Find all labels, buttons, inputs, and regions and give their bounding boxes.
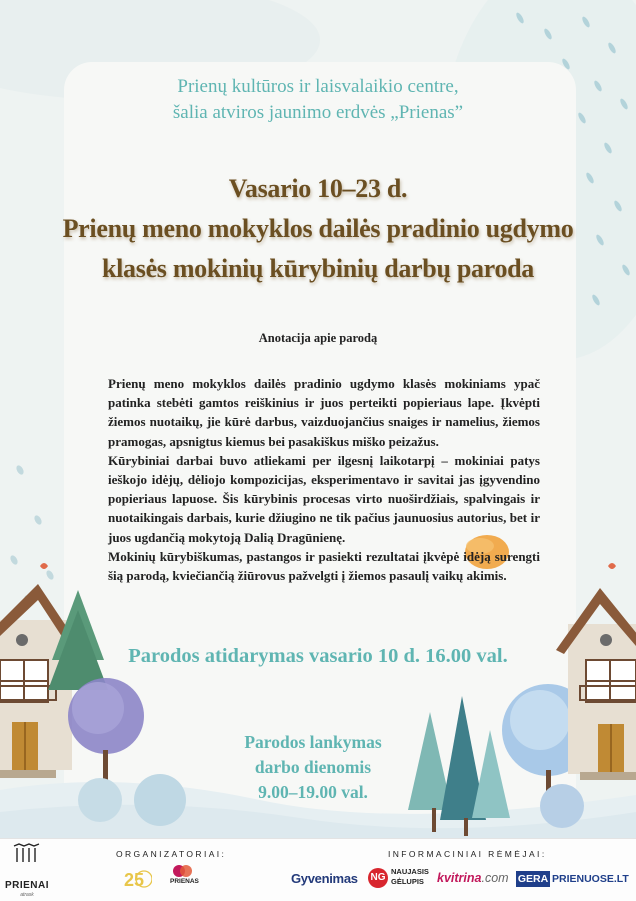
ng-logo-line: NAUJASIS: [391, 867, 429, 876]
gera-logo-box: GERA: [517, 873, 549, 885]
annotation-paragraph: Prienų meno mokyklos dailės pradinio ugdymo klasės mokiniams ypač patinka stebėti gamtos reiškinius ir juos perteikti popieriaus lape. Įkvėpti žiemos nuotaikų, jie kūrė darbus, vaizduojančius snaiges ir namelius, žiemos pramogas, apsnigtus kiemus bei pasakiškus miško peizažus.: [108, 376, 540, 449]
poster-title-date: Vasario 10–23 d.: [228, 174, 408, 203]
organizers-label: ORGANIZATORIAI:: [116, 849, 227, 859]
anniversary-logo-icon: [124, 866, 152, 892]
opening-time: Parodos atidarymas vasario 10 d. 16.00 val.: [128, 645, 508, 667]
gyvenimas-logo: Gyvenimas: [291, 871, 358, 886]
supporters-label: INFORMACINIAI RĖMĖJAI:: [388, 849, 547, 859]
prienai-logo-sub: atrask: [20, 892, 34, 898]
annotation-paragraph: Mokinių kūrybiškumas, pastangos ir pasiekti rezultatai įkvėpė idėją surengti šią parodą, kviečiančią žiūrovus pažvelgti į žiemos pasaulį vaikų akimis.: [108, 548, 540, 584]
kvitrina-logo: [437, 871, 509, 885]
visit-hours-line: darbo dienomis: [254, 757, 372, 777]
annotation-paragraph: Kūrybiniai darbai buvo atliekami per ilgesnį laikotarpį – mokiniai patys ieškojo idėjų, dėliojo kompozicijas, eksperimentavo ir savitai jas įgyvendino popieriaus lapuose. Šis kūrybinis procesas virto nuoširdžiais, spalvingais ir nuotaikingais darbais, kurie džiugino ne tik pačius jaunuosius autorius, bet ir juos ugdančią mokytoją Dalią Dragūnienę.: [108, 452, 540, 545]
svg-text:25: 25: [124, 870, 145, 890]
poster-title-line: klasės mokinių kūrybinių darbų paroda: [101, 254, 535, 283]
prienas-logo-icon: [172, 864, 194, 878]
prienai-logo-name: PRIENAI: [4, 880, 50, 891]
annotation-body: [108, 374, 540, 585]
kvitrina-domain: .com: [481, 871, 509, 885]
prienas-logo-text: PRIENAS: [170, 878, 199, 885]
poster-title-line: Prienų meno mokyklos dailės pradinio ugdymo: [62, 214, 574, 243]
kvitrina-name: kvitrina: [437, 871, 482, 885]
visit-hours-line: 9.00–19.00 val.: [258, 782, 368, 802]
ng-logo-line: GĖLUPIS: [391, 877, 424, 886]
gera-logo-text: PRIENUOSE.LT: [552, 873, 629, 885]
venue-line: Prienų kultūros ir laisvalaikio centre,: [177, 76, 459, 97]
sponsor-footer: [0, 838, 636, 901]
visit-hours-line: Parodos lankymas: [244, 732, 382, 752]
prienai-logo-icon: [12, 842, 42, 864]
venue-line: šalia atviros jaunimo erdvės „Prienas”: [172, 102, 464, 123]
annotation-heading: Anotacija apie parodą: [258, 331, 378, 345]
ng-logo-badge: NG: [368, 868, 388, 888]
